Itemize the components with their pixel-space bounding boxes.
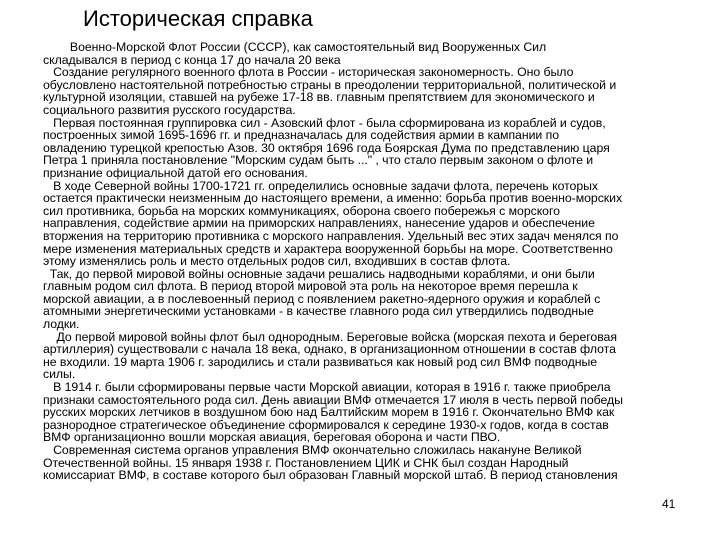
text-line: этому изменялись роль и место отдельных родов сил, входивших в состав флота. [43,254,511,269]
text-line: В 1914 г. были сформированы первые части Морской авиации, которая в 1916 г. также приобрела [43,380,611,395]
page-number: 41 [662,497,676,511]
text-line: русских морских летчиков в воздушном бою над Балтийским морем в 1916 г. Окончательно ВМФ как [43,405,615,420]
text-line: ВМФ организационно вошли морская авиация, береговая оборона и части ПВО. [43,430,501,445]
text-line: остается практически неизменным до настоящего времени, а именно: борьба против военно-морских [43,191,623,206]
text-line: признание официальной датой его основания. [43,165,308,180]
text-line: направления, содействие армии на приморских направлениях, нанесение ударов и обеспечение [43,216,595,231]
text-line: лодки. [43,317,80,332]
text-line: признаки самостоятельного рода сил. День авиации ВМФ отмечается 17 июля в честь первой победы [43,392,623,407]
text-line: мере изменения материальных средств и характера вооруженной борьбы на море. Соответственно [43,241,613,256]
text-line: Петра 1 приняла постановление "Морским судам быть ..." , что стало первым законом о флоте и [43,153,594,168]
text-line: Отечественной войны. 15 января 1938 г. Постановлением ЦИК и СНК был создан Народный [43,455,569,470]
document-body [43,41,719,482]
text-line: главным родом сил флота. В период второй мировой эта роль на некоторое время перешла к [43,279,578,294]
text-line: обусловлено настоятельной потребностью страны в преодолении территориальной, политической и [43,77,617,92]
text-line: культурной изоляции, ставшей на рубеже 17-18 вв. главным препятствием для экономического и [43,90,595,105]
text-line: Так, до первой мировой войны основные задачи решались надводными кораблями, и они были [43,266,595,281]
text-line: вторжения на территорию противника с морского направления. Удельный вес этих задач менялся по [43,228,619,243]
text-line: социального развития русского государства. [43,102,296,117]
page-title: Историческая справка [83,6,313,31]
text-line: овладению турецкой крепостью Азов. 30 октября 1696 года Боярская Дума по представлению царя [43,140,610,155]
text-line: Современная система органов управления ВМФ окончательно сложилась накануне Великой [43,443,582,457]
text-line: До первой мировой войны флот был однородным. Береговые войска (морская пехота и береговая [43,329,617,344]
text-line: артиллерия) существовали с начала 18 века, однако, в организационном отношении в состав флота [43,342,616,357]
text-line: разнородное стратегическое объединение сформировался к середине 1930-х годов, когда в состав [43,417,609,432]
text-line: Первая постоянная группировка сил - Азовский флот - была сформирована из кораблей и судов, [43,115,606,130]
text-line: В ходе Северной войны 1700-1721 гг. определились основные задачи флота, перечень которых [43,178,598,193]
text-line: Военно-Морской Флот России (СССР), как самостоятельный вид Вооруженных Сил [43,40,547,54]
text-line: построенных зимой 1695-1696 гг. и предназначалась для содействия армии в кампании по [43,128,559,143]
text-line: силы. [43,367,76,382]
text-line: морской авиации, а в послевоенный период с появлением ракетно-ядерного оружия и кораблей с [43,291,601,306]
text-line: складывался в период с конца 17 до начала 20 века [43,52,341,67]
text-line: атомными энергетическими установками - в качестве главного рода сил утвердились подводные [43,304,594,319]
text-line: Создание регулярного военного флота в России - историческая закономерность. Оно было [43,65,574,80]
text-line: сил противника, борьба на морских коммуникациях, оборона своего побережья с морского [43,203,560,218]
text-line: комиссариат ВМФ, в составе которого был образован Главный морской штаб. В период становления [43,468,618,483]
text-line: не входили. 19 марта 1906 г. зародились и стали развиваться как новый род сил ВМФ подводные [43,354,598,369]
